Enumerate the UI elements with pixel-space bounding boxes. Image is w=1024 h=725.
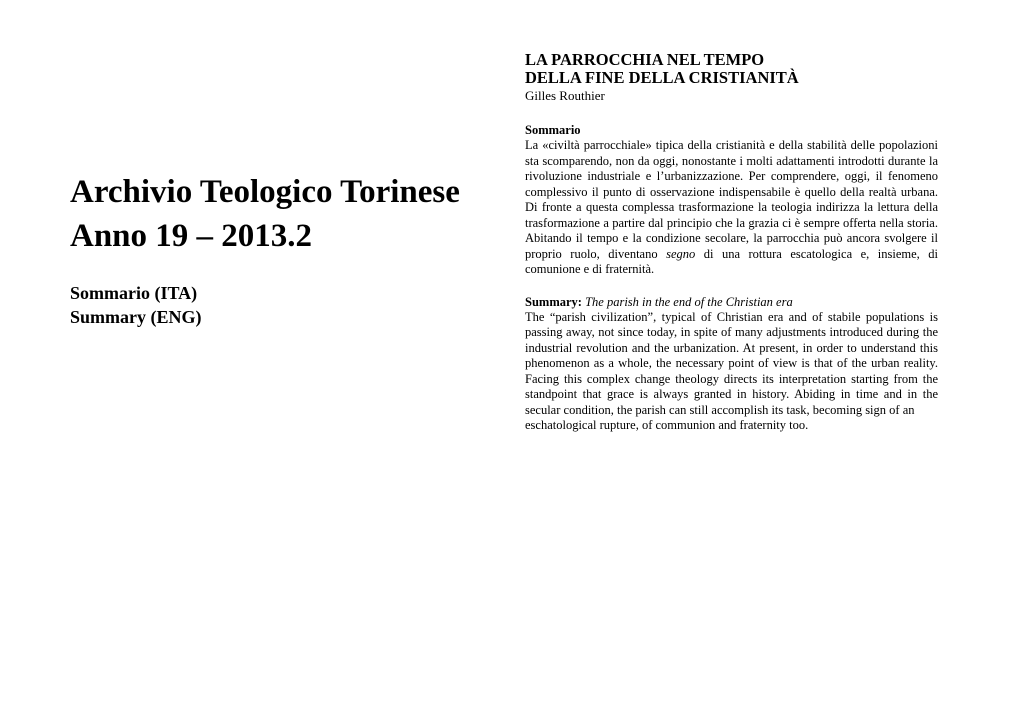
- summary-text-main: The “parish civilization”, typical of Christian era and of stabile populations is passing away, not since today, in spite of many adjustments introduced during the industrial revolution and the urbanization. At present, in order to understand this phenomenon as a whole, the necessary point of view is that of the urban reality. Facing this complex change theology directs its interpretation starting from the standpoint that grace is always granted in history. Abiding in time and in the secular condition, the parish can still accomplish its task, becoming sign of an: [525, 309, 938, 417]
- toc-item-sommario[interactable]: Sommario (ITA): [70, 283, 198, 303]
- sommario-text: [525, 138, 938, 278]
- summary-heading: [525, 295, 938, 310]
- journal-title: [70, 170, 460, 258]
- summary-text: [525, 310, 938, 434]
- toc-item-summary[interactable]: Summary (ENG): [70, 307, 202, 327]
- summary-label: Summary:: [525, 294, 582, 309]
- article-title-line1: LA PARROCCHIA NEL TEMPO: [525, 50, 765, 69]
- sommario-text-part1: La «civiltà parrocchiale» tipica della cristianità e della stabilità delle popolazioni sta scomparendo, non da oggi, nonostante i molti adattamenti introdotti durante la rivoluzione industriale e l’urbanizzazione. Per comprendere, oggi, il fenomeno complessivo il punto di osservazione indispensabile è quello della realtà urbana. Di fronte a questa complessa trasformazione la teologia indirizza la lettura della trasformazione a partire dal principio che la grazia ci è sempre offerta nella storia. Abitando il tempo e la condizione secolare, la parrocchia può ancora svolgere il proprio ruolo, diventano: [525, 138, 938, 261]
- toc: [70, 281, 202, 329]
- article-title: [525, 51, 938, 87]
- sommario-text-part2: di una rottura escatologica e, insieme, di comunione e di fraternità.: [525, 246, 938, 276]
- sommario-section: [525, 123, 938, 278]
- journal-title-line1: Archivio Teologico Torinese: [70, 174, 460, 210]
- summary-section: [525, 295, 938, 434]
- summary-title: The parish in the end of the Christian era: [585, 294, 793, 309]
- article-author: Gilles Routhier: [525, 88, 605, 103]
- sommario-italic-word: segno: [666, 246, 696, 261]
- summary-text-last-line: eschatological rupture, of communion and fraternity too.: [525, 418, 809, 432]
- journal-title-line2: Anno 19 – 2013.2: [70, 218, 313, 254]
- article-title-line2: DELLA FINE DELLA CRISTIANITÀ: [525, 68, 799, 87]
- article: [525, 51, 938, 434]
- right-page: [512, 0, 1024, 725]
- sommario-heading: Sommario: [525, 123, 581, 137]
